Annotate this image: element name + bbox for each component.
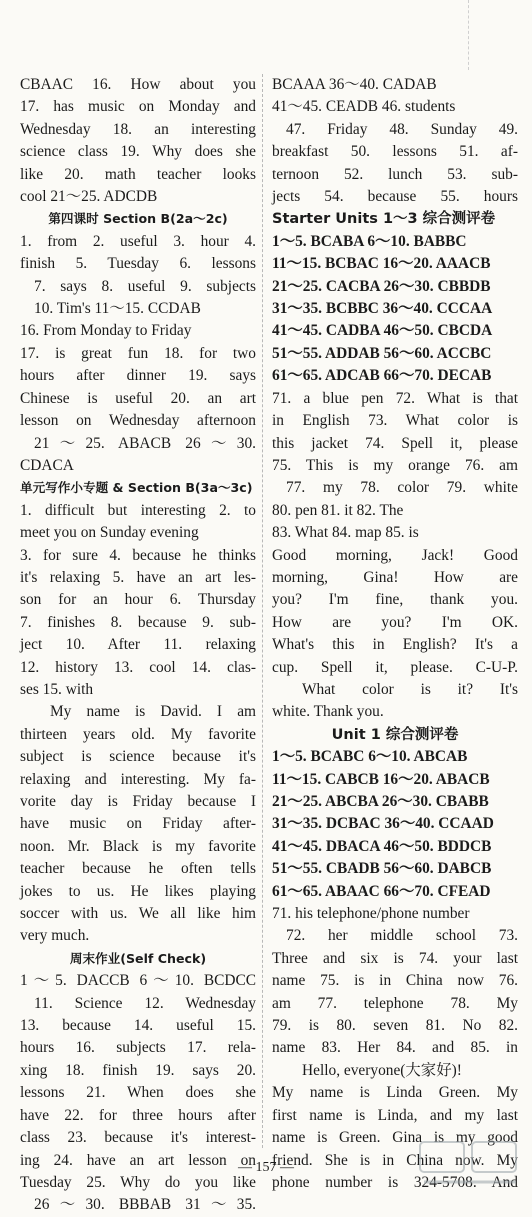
answer-line: friend. She is in China now. My (272, 1151, 518, 1169)
answer-line: 83. What 84. map 85. is (272, 524, 419, 542)
answer-line: Good morning, Jack! Good (272, 546, 518, 564)
answer-line: science class 19. Why does she (20, 143, 256, 161)
answer-line: 1. difficult but interesting 2. to (20, 501, 256, 519)
answer-line: 31～35. DCBAC 36～40. CCAAD (272, 815, 494, 833)
answer-line: 1～5. DACCB 6～10. BCDCC (20, 972, 256, 990)
answer-line: 61～65. ABAAC 66～70. CFEAD (272, 882, 491, 900)
answer-line: 周末作业(Self Check) (69, 950, 207, 966)
answer-line: noon. Mr. Black is my favorite (20, 837, 256, 855)
answer-line: 1～5. BCABC 6～10. ABCAB (272, 748, 468, 766)
answer-line: jokes to us. He likes playing (20, 882, 256, 900)
answer-line: 第四课时 Section B(2a～2c) (48, 211, 228, 227)
answer-column-right (272, 74, 518, 1194)
answer-line: cool 21～25. ADCDB (20, 188, 158, 206)
answer-line: Unit 1 综合测评卷 (331, 726, 459, 743)
answer-line: jects 54. because 55. hours (272, 188, 518, 206)
answer-line: relaxing and interesting. My fa- (20, 770, 256, 788)
column-divider (262, 74, 263, 1148)
answer-line: 41～45. DBACA 46～50. BDDCB (272, 837, 492, 855)
answer-line: very much. (20, 927, 90, 945)
answer-line: 7. finishes 8. because 9. sub- (20, 613, 256, 631)
answer-line: My name is Linda Green. My (272, 1084, 518, 1102)
answer-line: 26～30. BBBAB 31～35. (34, 1196, 256, 1214)
answer-line: son for an hour 6. Thursday (20, 591, 256, 609)
answer-line: Chinese is useful 20. an art (20, 389, 256, 407)
answer-line: 79. is 80. seven 81. No 82. (272, 1017, 518, 1035)
answer-line: have music on Friday after- (20, 815, 256, 833)
answer-line: 13. because 14. useful 15. (20, 1017, 256, 1035)
answer-line: 72. her middle school 73. (286, 927, 518, 945)
answer-line: What's this in English? It's a (272, 636, 518, 654)
answer-line: white. Thank you. (272, 703, 384, 721)
answer-line: have 22. for three hours after (20, 1106, 256, 1124)
answer-line: 41～45. CADBA 46～50. CBCDA (272, 322, 493, 340)
answer-line: 21～25. ABACB 26～30. (34, 434, 256, 452)
answer-line: 10. Tim's 11～15. CCDAB (34, 300, 201, 318)
answer-line: subject is science because it's (20, 748, 256, 766)
answer-column-left (20, 74, 256, 1217)
answer-line: in English 73. What color is (272, 412, 518, 430)
answer-line: 75. This is my orange 76. am (272, 456, 518, 474)
answer-line: teacher because he often tells (20, 860, 256, 878)
answer-line: How are you? I'm OK. (272, 613, 518, 631)
answer-line: meet you on Sunday evening (20, 524, 199, 542)
answer-line: 51～55. CBADB 56～60. DABCB (272, 860, 492, 878)
answer-line: 41～45. CEADB 46. students (272, 98, 456, 116)
answer-line: What color is it? It's (302, 680, 518, 698)
answer-line: lesson on Wednesday afternoon (20, 412, 256, 430)
answer-line: 80. pen 81. it 82. The (272, 501, 404, 519)
answer-line: 12. history 13. cool 14. clas- (20, 658, 256, 676)
answer-line: like 20. math teacher looks (20, 165, 256, 183)
answer-line: name 83. Her 84. and 85. in (272, 1039, 518, 1057)
answer-line: am 77. telephone 78. My (272, 994, 518, 1012)
answer-line: class 23. because it's interest- (20, 1129, 256, 1147)
answer-line: xing 18. finish 19. says 20. (20, 1061, 256, 1079)
answer-line: 51～55. ADDAB 56～60. ACCBC (272, 344, 492, 362)
answer-line: 61～65. ADCAB 66～70. DECAB (272, 367, 492, 385)
page-number: — 157 — (238, 1160, 294, 1175)
answer-line: you? I'm fine, thank you. (272, 591, 518, 609)
answer-line: soccer with us. We all like him (20, 905, 256, 923)
answer-line: 1～5. BCABA 6～10. BABBC (272, 232, 467, 250)
answer-line: ses 15. with (20, 680, 94, 698)
corner-cut-mark (468, 0, 532, 70)
answer-line: Starter Units 1～3 综合测评卷 (272, 211, 496, 228)
answer-line: 17. has music on Monday and (20, 98, 256, 116)
answer-line: My name is David. I am (50, 703, 256, 721)
answer-line: phone number is 324-5708. And (272, 1173, 518, 1191)
answer-line: 3. for sure 4. because he thinks (20, 546, 256, 564)
answer-line: 47. Friday 48. Sunday 49. (286, 120, 518, 138)
answer-line: vorite day is Friday because I (20, 793, 256, 810)
answer-line: finish 5. Tuesday 6. lessons (20, 255, 256, 273)
answer-line: 11～15. BCBAC 16～20. AAACB (272, 255, 491, 273)
answer-line: 71. his telephone/phone number (272, 905, 470, 923)
answer-line: 21～25. CACBA 26～30. CBBDB (272, 277, 491, 295)
answer-line: BCAAA 36～40. CADAB (272, 76, 437, 93)
answer-line: Hello, everyone(大家好)! (302, 1061, 462, 1079)
answer-line: name 75. is in China now 76. (272, 972, 518, 990)
answer-line: ject 10. After 11. relaxing (20, 636, 256, 654)
answer-line: 11～15. CABCB 16～20. ABACB (272, 770, 490, 788)
answer-line: ing 24. have an art lesson on (20, 1151, 256, 1169)
answer-line: 11. Science 12. Wednesday (34, 994, 256, 1012)
answer-line: 21～25. ABCBA 26～30. CBABB (272, 793, 489, 810)
answer-line: 71. a blue pen 72. What is that (272, 389, 518, 407)
answer-line: CBAAC 16. How about you (20, 76, 256, 93)
answer-line: CDACA (20, 456, 74, 474)
answer-line: morning, Gina! How are (272, 568, 518, 586)
answer-line: this jacket 74. Spell it, please (272, 434, 518, 452)
answer-line: lessons 21. When does she (20, 1084, 256, 1102)
answer-line: name is Green. Gina is my good (272, 1129, 518, 1147)
answer-line: it's relaxing 5. have an art les- (20, 568, 256, 586)
answer-line: 1. from 2. useful 3. hour 4. (20, 232, 256, 250)
answer-line: Three and six is 74. your last (272, 949, 518, 967)
answer-line: breakfast 50. lessons 51. af- (272, 143, 518, 161)
watermark-logo-icon (418, 1138, 522, 1190)
answer-line: ternoon 52. lunch 53. sub- (272, 165, 518, 183)
answer-line: 17. is great fun 18. for two (20, 344, 256, 362)
answer-line: Wednesday 18. an interesting (20, 120, 256, 138)
answer-line: hours after dinner 19. says (20, 367, 256, 385)
answer-line: hours 16. subjects 17. rela- (20, 1039, 256, 1057)
answer-line: 7. says 8. useful 9. subjects (34, 277, 256, 295)
answer-line: thirteen years old. My favorite (20, 725, 256, 743)
answer-line: 16. From Monday to Friday (20, 322, 192, 340)
answer-line: 31～35. BCBBC 36～40. CCCAA (272, 300, 493, 318)
answer-line: 77. my 78. color 79. white (286, 479, 518, 497)
answer-line: cup. Spell it, please. C-U-P. (272, 658, 518, 676)
answer-line: 单元写作小专题 & Section B(3a～3c) (20, 480, 253, 496)
answer-line: Tuesday 25. Why do you like (20, 1173, 256, 1191)
answer-line: first name is Linda, and my last (272, 1106, 518, 1124)
